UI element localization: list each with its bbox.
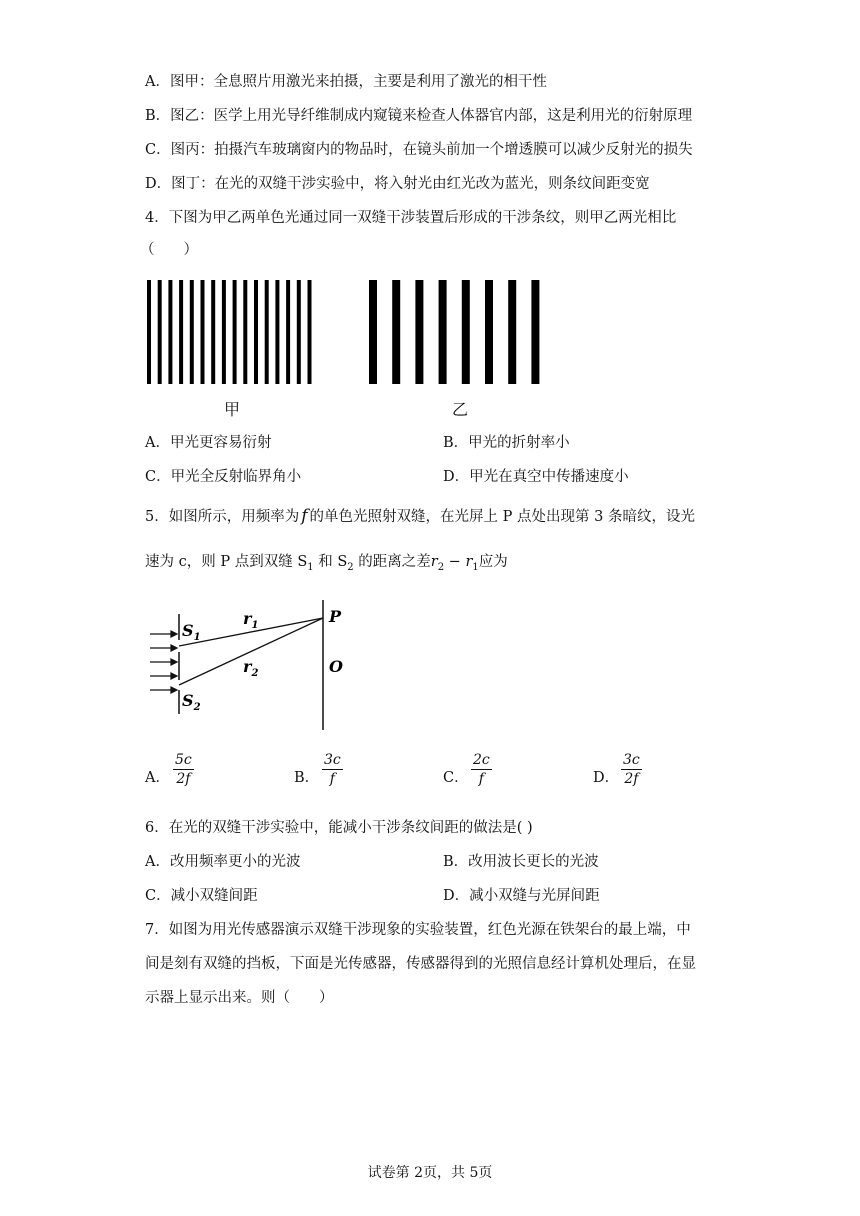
fraction-numerator: 2c	[473, 752, 490, 768]
q7-stem-line-3: 示器上显示出来。则（ ）	[145, 990, 334, 1006]
fringe-jia	[201, 280, 205, 384]
q6-option-a: A．改用频率更小的光波	[145, 854, 301, 870]
q5-option-fraction	[173, 752, 194, 787]
q3-option-c: C．图丙：拍摄汽车玻璃窗内的物品时，在镜头前加一个增透膜可以减少反射光的损失	[145, 142, 693, 158]
fraction-numerator: 3c	[324, 752, 341, 768]
fraction-denominator: 2f	[624, 771, 639, 787]
fringe-jia	[179, 280, 183, 384]
label-yi: 乙	[452, 400, 469, 419]
q5-option-fraction	[471, 752, 492, 787]
fringe-jia	[222, 280, 226, 384]
fraction-denominator: 2f	[176, 771, 191, 787]
q5-option-letter: C．	[443, 770, 469, 786]
q4-option-d: D．甲光在真空中传播速度小	[443, 469, 629, 485]
q6-option-c: C．减小双缝间距	[145, 888, 258, 904]
r1-label: $r_1$	[243, 609, 259, 631]
frequency-symbol: f	[301, 506, 308, 526]
fraction-bar	[322, 769, 343, 770]
q3-option-d: D．图丁：在光的双缝干涉实验中，将入射光由红光改为蓝光，则条纹间距变宽	[145, 176, 650, 192]
point-o-label: O	[329, 657, 343, 676]
fringe-jia	[254, 280, 258, 384]
fringe-yi	[369, 280, 377, 384]
fringes-yi	[369, 280, 539, 384]
q3-option-b: B．图乙：医学上用光导纤维制成内窥镜来检查人体器官内部，这是利用光的衍射原理	[145, 108, 693, 124]
fringe-jia	[297, 280, 301, 384]
fringe-jia	[158, 280, 162, 384]
fraction-denominator: f	[329, 771, 335, 787]
q7-stem-line-2: 间是刻有双缝的挡板，下面是光传感器，传感器得到的光照信息经计算机处理后，在显	[145, 956, 696, 972]
q5-option-letter: D．	[593, 770, 620, 786]
q5-option-fraction	[621, 752, 642, 787]
fringe-yi	[392, 280, 400, 384]
fringe-jia	[265, 280, 269, 384]
fraction-denominator: f	[478, 771, 484, 787]
q5-stem-line-1: 5．如图所示，用频率为 f 的单色光照射双缝，在光屏上 P 点处出现第 3 条暗纹，设光	[145, 506, 695, 526]
q5-option-fraction	[322, 752, 343, 787]
interference-fringes-figure	[140, 275, 560, 390]
q6-option-d: D．减小双缝与光屏间距	[443, 888, 600, 904]
page-footer: 试卷第 2页，共 5页	[367, 1165, 493, 1181]
fringe-yi	[531, 280, 539, 384]
q4-option-b: B．甲光的折射率小	[443, 435, 570, 451]
s1-label: $S_1$	[182, 621, 201, 643]
fringe-yi	[439, 280, 447, 384]
fringe-yi	[415, 280, 423, 384]
q6-option-b: B．改用波长更长的光波	[443, 854, 599, 870]
fringe-jia	[275, 280, 279, 384]
q4-stem: 4．下图为甲乙两单色光通过同一双缝干涉装置后形成的干涉条纹，则甲乙两光相比	[145, 210, 677, 226]
fringes-jia	[147, 280, 312, 384]
incident-light-arrows	[150, 631, 177, 693]
fraction-bar	[471, 769, 492, 770]
fraction-numerator: 5c	[175, 752, 192, 768]
q5-option-letter: A．	[145, 770, 170, 786]
r1-symbol: r	[465, 554, 473, 570]
q5-option-letter: B．	[294, 770, 320, 786]
fraction-bar	[621, 769, 642, 770]
fraction-bar	[173, 769, 194, 770]
fringe-jia	[286, 280, 290, 384]
fringe-yi	[462, 280, 470, 384]
q4-blank: （ ）	[140, 242, 198, 258]
r2-symbol: r	[430, 554, 438, 570]
fringe-jia	[308, 280, 312, 384]
label-jia: 甲	[224, 400, 241, 419]
q3-option-a: A．图甲：全息照片用激光来拍摄，主要是利用了激光的相干性	[145, 74, 547, 90]
r2-label: $r_2$	[243, 657, 259, 679]
point-p-label: P	[329, 607, 342, 626]
double-slit-diagram	[145, 596, 365, 736]
q4-option-a: A．甲光更容易衍射	[145, 435, 272, 451]
fringe-jia	[211, 280, 215, 384]
fringe-jia	[168, 280, 172, 384]
fringe-jia	[147, 280, 151, 384]
s2-label: $S_2$	[182, 691, 201, 713]
q5-stem-line-2: 速为 c，则 P 点到双缝 $S_1$ 和 $S_2$ 的距离之差$r_2 - r_1$应为	[145, 554, 508, 573]
fringe-yi	[508, 280, 516, 384]
fringe-yi	[485, 280, 493, 384]
fringe-jia	[233, 280, 237, 384]
q7-stem-line-1: 7．如图为用光传感器演示双缝干涉现象的实验装置，红色光源在铁架台的最上端，中	[145, 922, 691, 938]
fringe-jia	[190, 280, 194, 384]
fraction-numerator: 3c	[623, 752, 640, 768]
q6-stem: 6．在光的双缝干涉实验中，能减小干涉条纹间距的做法是( )	[145, 820, 533, 836]
fringe-jia	[243, 280, 247, 384]
q4-option-c: C．甲光全反射临界角小	[145, 469, 302, 485]
